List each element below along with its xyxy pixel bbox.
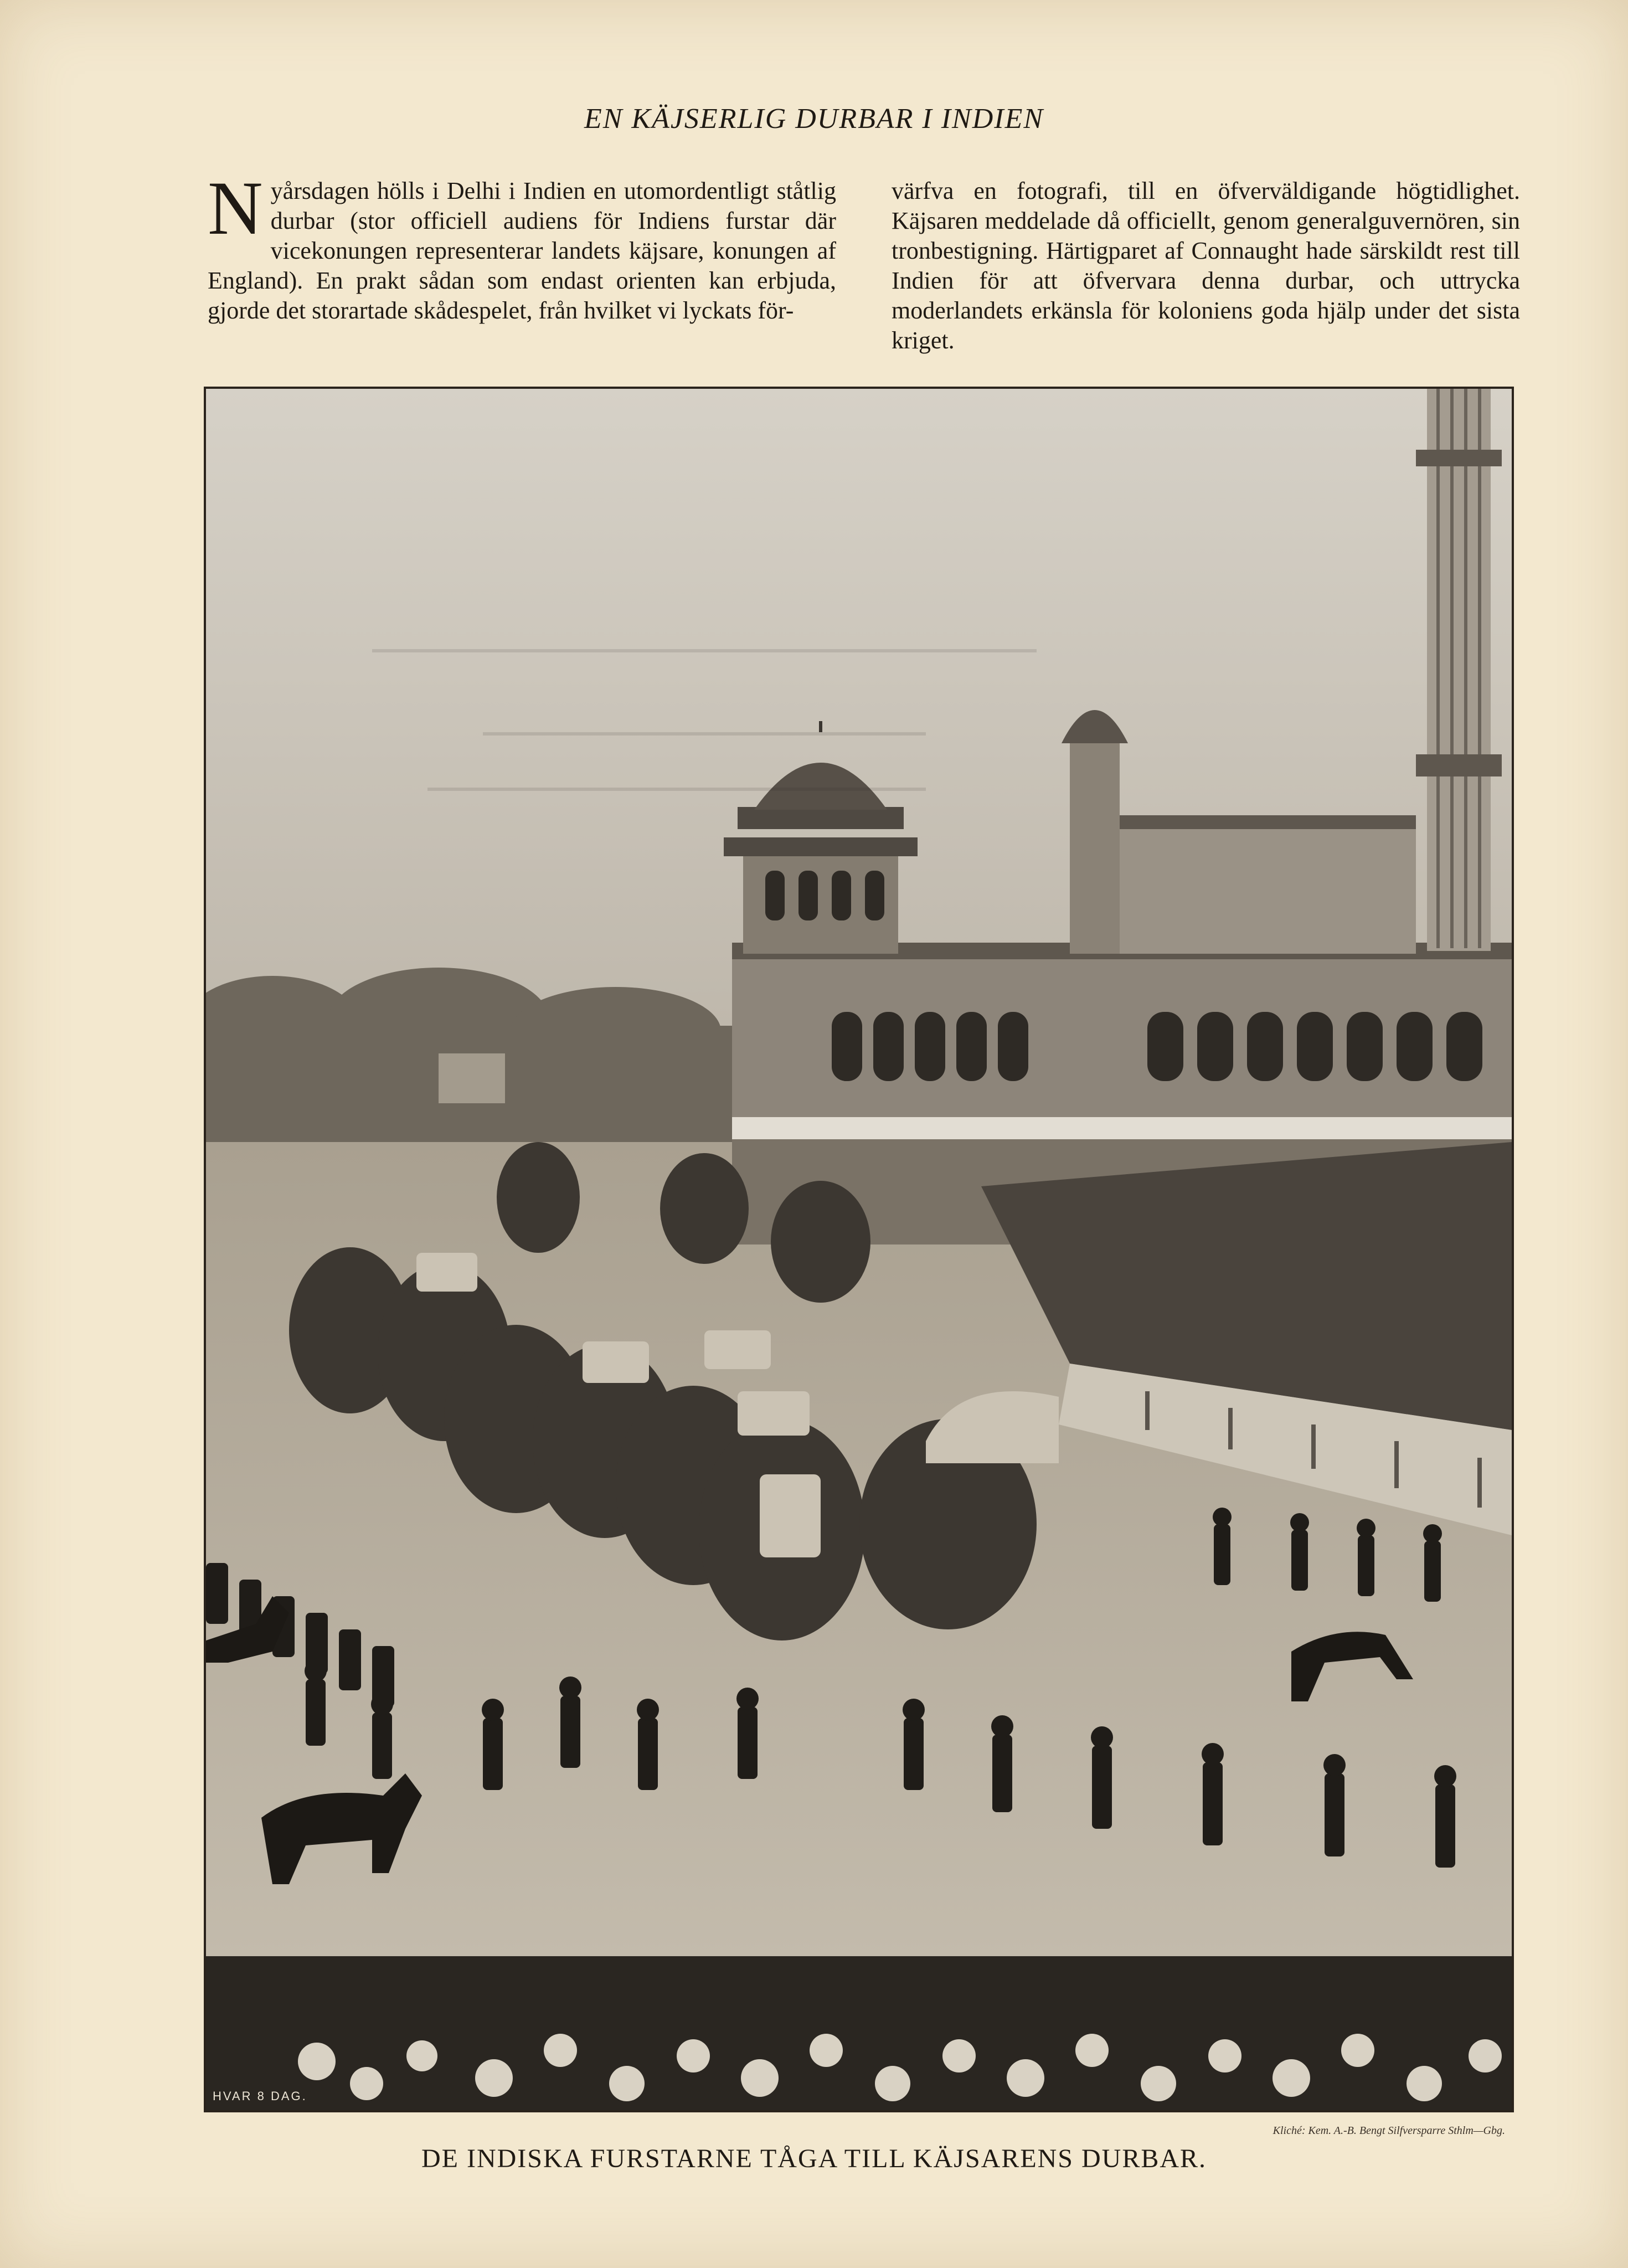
distant-trees (206, 968, 749, 1148)
plate-mark: HVAR 8 DAG. (213, 2089, 307, 2103)
photo-illustration (206, 389, 1512, 2110)
page-title: EN KÄJSERLIG DURBAR I INDIEN (584, 103, 1044, 135)
photo-credit: Kliché: Kem. A.-B. Bengt Silfversparre Sthlm—Gbg. (1272, 2125, 1505, 2137)
foreground-crowd (206, 1956, 1512, 2110)
drop-cap: N (208, 166, 263, 250)
intro-text (208, 166, 1520, 356)
intro-column-right (892, 176, 1520, 356)
intro-paragraph-2: värfva en fotografi, till en öfverväldigande högtidlighet. Käjsaren meddelade då officiellt, genom generalguvernören, sin tronbestigning. Härtigparet af Connaught hade särskildt rest till Indien för att öfvervara denna durbar, och uttrycka moderlandets erkänsla för koloniens goda hjälp under det sista kriget. (892, 177, 1520, 354)
photo-caption: DE INDISKA FURSTARNE TÅGA TILL KÄJSARENS DURBAR. (421, 2144, 1207, 2173)
intro-paragraph-1: yårsdagen hölls i Delhi i Indien en utomordentligt ståtlig durbar (stor officiell audiens för Indiens furstar där vicekonungen representerar landets käjsare, konungen af England). En prakt sådan som endast orienten kan erbjuda, gjorde det storartade skådespelet, från hvilket vi lyckats för- (208, 177, 836, 324)
durbar-photograph (204, 387, 1514, 2112)
intro-column-left (208, 166, 836, 356)
